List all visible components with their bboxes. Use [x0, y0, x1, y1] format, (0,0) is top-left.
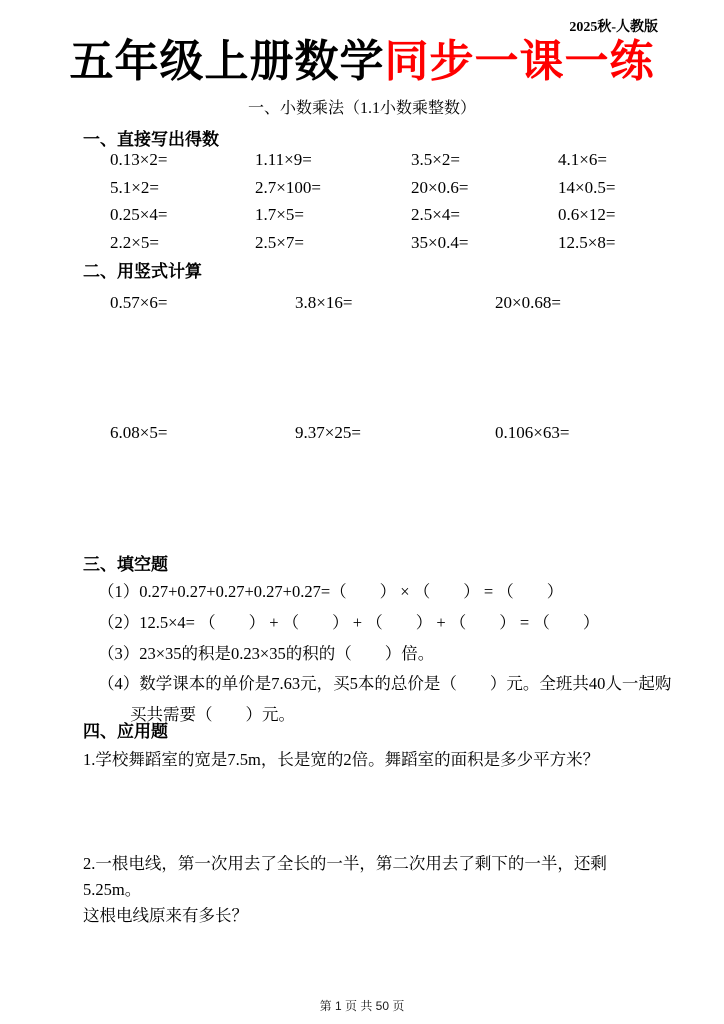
section-heading-word-problems: 四、应用题 — [83, 722, 168, 741]
oral-calc-grid — [110, 150, 645, 260]
vertical-problem: 3.8×16= — [295, 293, 353, 312]
page-title — [0, 36, 724, 88]
oral-problem: 0.13×2= — [110, 150, 168, 169]
word-problem-line: 2.一根电线，第一次用去了全长的一半，第二次用去了剩下的一半，还剩5.25m。 — [83, 854, 607, 899]
oral-problem: 0.25×4= — [110, 205, 168, 224]
vertical-calc-row — [110, 292, 650, 314]
fill-blanks-list — [98, 577, 672, 731]
word-problem-line: 1.学校舞蹈室的宽是7.5m，长是宽的2倍。舞蹈室的面积是多少平方米？ — [83, 750, 600, 769]
page-title-main: 五年级上册数学 — [69, 37, 385, 86]
vertical-problem: 9.37×25= — [295, 423, 361, 442]
oral-problem: 0.6×12= — [558, 205, 616, 224]
oral-problem: 5.1×2= — [110, 177, 159, 197]
fill-item-line: （1）0.27+0.27+0.27+0.27+0.27=（ ） × （ ） = （ ） — [98, 582, 564, 601]
oral-problem: 12.5×8= — [558, 232, 616, 252]
lesson-subtitle: 一、小数乘法（1.1小数乘整数） — [247, 100, 476, 117]
oral-problem: 2.2×5= — [110, 232, 159, 252]
page-title-accent: 同步一课一练 — [384, 37, 655, 86]
edition-label: 2025秋-人教版 — [569, 20, 658, 35]
oral-problem: 2.5×7= — [255, 232, 304, 252]
page-footer: 第 1 页 共 50 页 — [319, 999, 405, 1013]
section-heading-oral-calc: 一、直接写出得数 — [83, 130, 219, 149]
oral-problem: 1.7×5= — [255, 205, 304, 224]
vertical-problem: 0.57×6= — [110, 293, 168, 312]
fill-item-line: （4）数学课本的单价是7.63元，买5本的总价是（ ）元。全班共40人一起购 — [98, 674, 672, 694]
vertical-problem: 20×0.68= — [495, 293, 561, 312]
oral-problem: 2.7×100= — [255, 177, 321, 197]
vertical-problem: 6.08×5= — [110, 423, 168, 442]
fill-item-line: （2）12.5×4= （ ） + （ ） + （ ） + （ ） = （ ） — [98, 612, 600, 632]
fill-item-line: （3）23×35的积是0.23×35的积的（ ）倍。 — [98, 643, 435, 663]
word-problem — [83, 851, 651, 929]
oral-problem: 35×0.4= — [411, 232, 469, 252]
oral-problem: 4.1×6= — [558, 150, 607, 169]
word-problem — [83, 747, 651, 773]
oral-problem: 2.5×4= — [411, 205, 460, 224]
fill-item-line: 买共需要（ ）元。 — [130, 705, 295, 725]
section-heading-vertical-calc: 二、用竖式计算 — [83, 262, 202, 281]
word-problem-line: 这根电线原来有多长？ — [83, 906, 248, 925]
vertical-calc-row — [110, 422, 650, 444]
oral-problem: 3.5×2= — [411, 150, 460, 169]
oral-problem: 1.11×9= — [255, 150, 312, 169]
section-heading-fill-blanks: 三、填空题 — [83, 555, 168, 574]
vertical-problem: 0.106×63= — [495, 423, 570, 442]
oral-problem: 14×0.5= — [558, 177, 616, 197]
oral-problem: 20×0.6= — [411, 177, 469, 197]
